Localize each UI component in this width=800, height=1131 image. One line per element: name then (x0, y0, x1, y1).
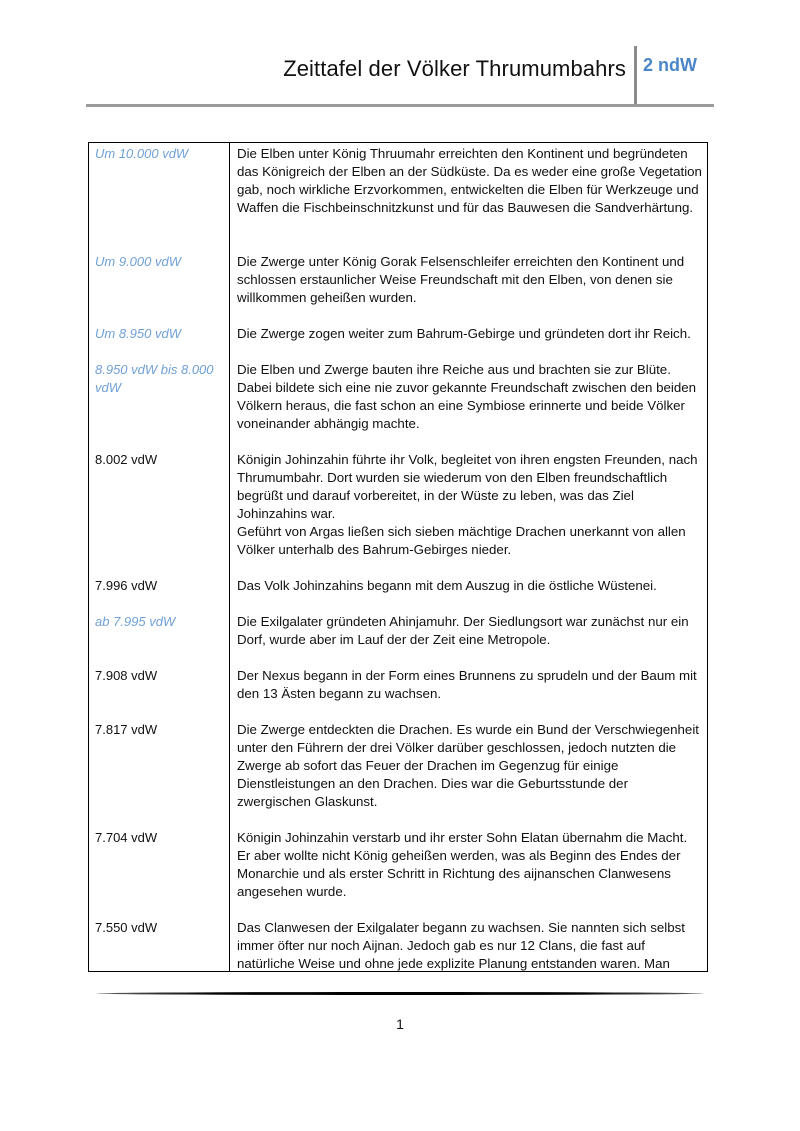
entry-text: Die Zwerge zogen weiter zum Bahrum-Gebirge und gründeten dort ihr Reich. (237, 326, 691, 341)
entry-text: Die Elben unter König Thruumahr erreichten den Kontinent und begründeten das Königreich der Elben an der Südküste. Da es weder eine große Vegetation gab, noch wirkliche Erzvorkommen, entwickelten die Elben für Werkzeuge und Waffen die Fischbeinschnitzkunst und für das Bauwesen die Sandverhärtung. (237, 146, 702, 216)
entry-text: Das Volk Johinzahins begann mit dem Auszug in die östliche Wüstenei. (237, 578, 657, 593)
entry-text (237, 451, 703, 560)
entry-text: Königin Johinzahin verstarb und ihr erster Sohn Elatan übernahm die Macht. Er aber wollte nicht König geheißen werden, was als Beginn des Endes der Monarchie und als erster Schritt in Richtung des aijnanschen Clanwesens angesehen wurde. (237, 830, 688, 900)
entry-date: 8.950 vdW bis 8.000 vdW (95, 362, 214, 395)
entry-date: 7.908 vdW (95, 668, 158, 683)
column-divider (229, 143, 230, 971)
entry-text-part: Geführt von Argas ließen sich sieben mächtige Drachen unerkannt von allen Völker unterhalb des Bahrum-Gebirges nieder. (237, 524, 686, 558)
entry-text: Die Zwerge unter König Gorak Felsenschleifer erreichten den Kontinent und schlossen erstaunlicher Weise Freundschaft mit den Elben, von denen sie willkommen geheißen wurden. (237, 254, 685, 306)
page-number: 1 (396, 1016, 404, 1032)
entry-date: Um 8.950 vdW (95, 326, 181, 341)
entry-date: ab 7.995 vdW (95, 614, 176, 629)
footer-rule (96, 992, 704, 995)
entry-text: Das Clanwesen der Exilgalater begann zu wachsen. Sie nannten sich selbst immer öfter nur noch Aijnan. Jedoch gab es nur 12 Clans, die fast auf natürliche Weise und ohne jede explizite Planung entstanden waren. Man (237, 920, 685, 972)
entry-date: 7.550 vdW (95, 920, 158, 935)
document-title: Zeittafel der Völker Thrumumbahrs (283, 56, 626, 81)
entry-text: Der Nexus begann in der Form eines Brunnens zu sprudeln und der Baum mit den 13 Ästen begann zu wachsen. (237, 668, 697, 702)
header-rule (86, 104, 714, 107)
entry-date: 7.704 vdW (95, 830, 158, 845)
entry-date: Um 10.000 vdW (95, 146, 189, 161)
entry-text: Die Exilgalater gründeten Ahinjamuhr. Der Siedlungsort war zunächst nur ein Dorf, wurde aber im Lauf der der Zeit eine Metropole. (237, 614, 689, 648)
entry-text: Die Zwerge entdeckten die Drachen. Es wurde ein Bund der Verschwiegenheit unter den Führern der drei Völker darüber geschlossen, jedoch nutzten die Zwerge ab sofort das Feuer der Drachen im Gegenzug für einige Dienstleistungen an den Drachen. Dies war die Geburtsstunde der zwergischen Glaskunst. (237, 722, 699, 810)
entry-date: 7.996 vdW (95, 578, 158, 593)
entry-date: 8.002 vdW (95, 452, 158, 467)
entry-date: Um 9.000 vdW (95, 254, 181, 269)
entry-text-part: Königin Johinzahin führte ihr Volk, begleitet von ihren engsten Freunden, nach Thrumumbahr. Dort wurden sie wiederum von den Elben freundschaftlich begrüßt und darauf vorbereitet, in der Wüste zu leben, was das Ziel Johinzahins war. (237, 452, 698, 522)
entry-date: 7.817 vdW (95, 722, 158, 737)
timeline-table (88, 142, 708, 972)
header-divider (634, 46, 637, 104)
entry-text: Die Elben und Zwerge bauten ihre Reiche aus und brachten sie zur Blüte. Dabei bildete sich eine nie zuvor gekannte Freundschaft zwischen den beiden Völkern heraus, die fast schon an eine Symbiose erinnerte und beide Völker voneinander abhängig machte. (237, 362, 697, 432)
header-badge: 2 ndW (643, 55, 697, 75)
